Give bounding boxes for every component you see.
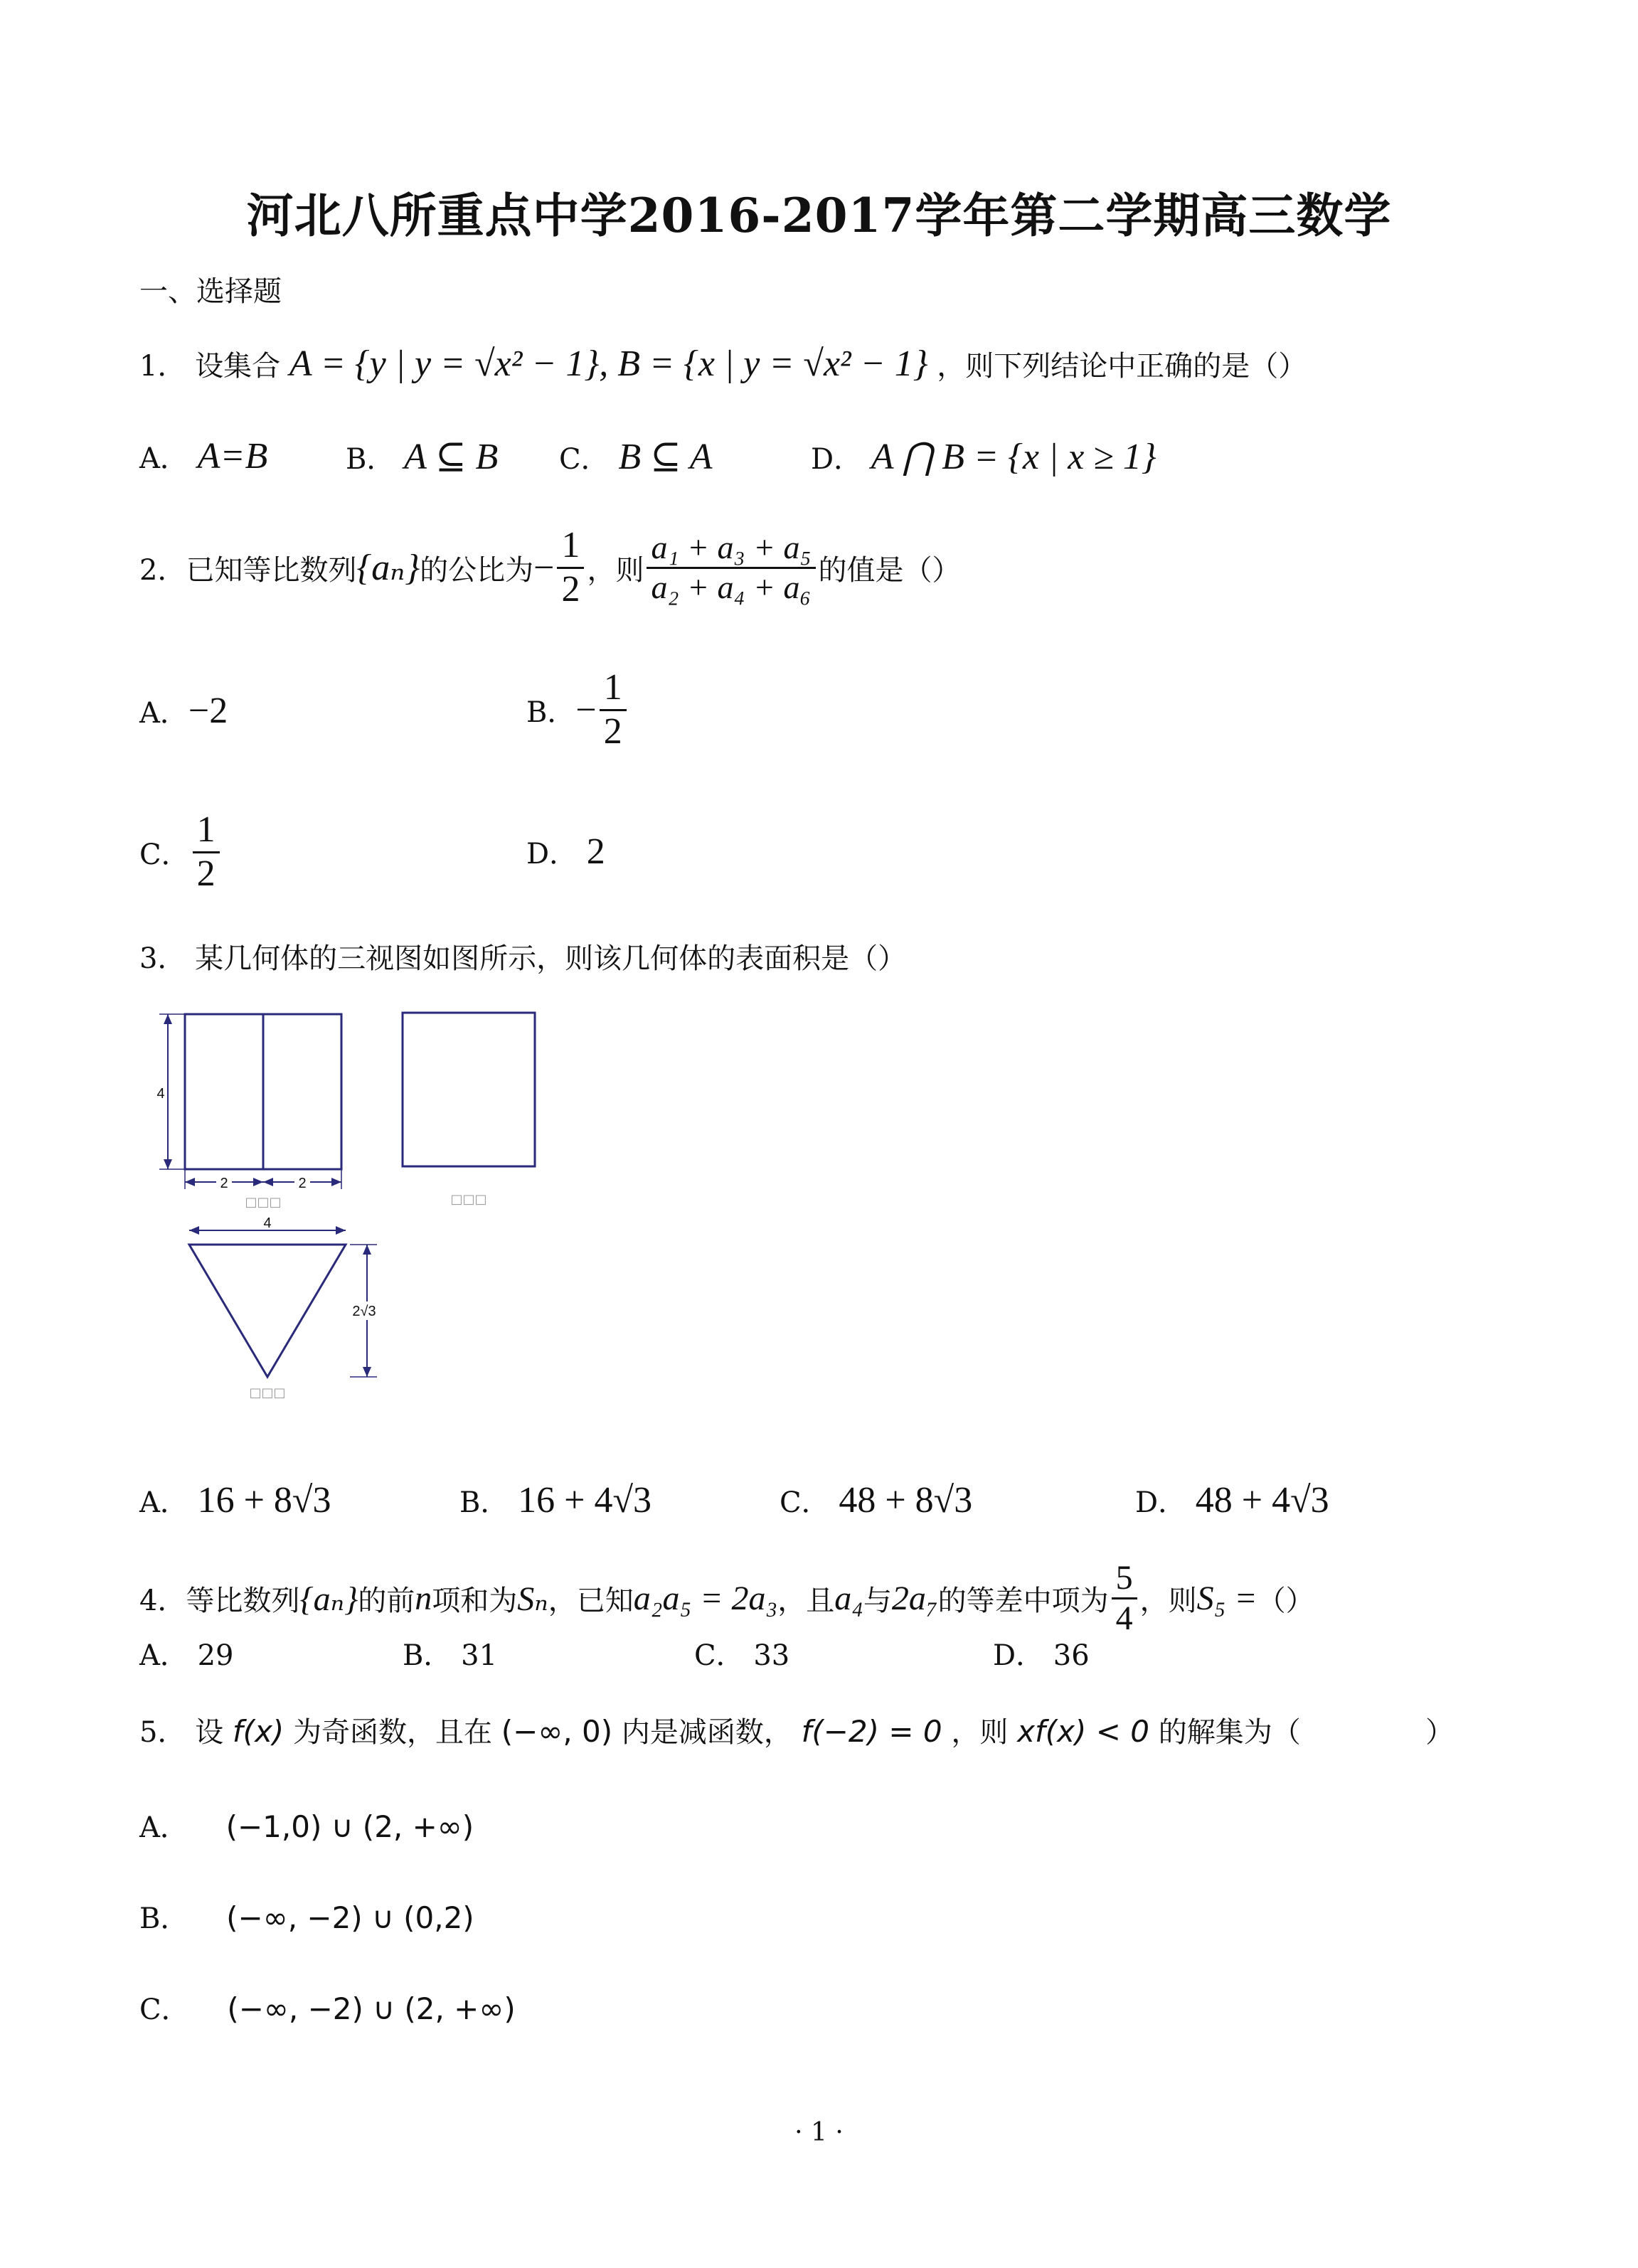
question-text: ，则下列结论中正确的是（） — [937, 350, 1307, 383]
option-text: 2 — [586, 831, 605, 872]
question-text: ，则 — [951, 1716, 1009, 1749]
q3-option-c — [780, 1479, 972, 1521]
question-5 — [139, 1710, 1454, 1750]
arrow-down-icon — [363, 1367, 371, 1377]
option-label: D． — [811, 443, 863, 476]
fraction-numerator: 1 — [193, 811, 220, 853]
option-label: B． — [459, 1486, 509, 1519]
math-interval: (−∞, 0) — [501, 1714, 613, 1749]
option-label: D． — [993, 1639, 1045, 1672]
question-text: ，则 — [587, 553, 644, 587]
question-text: 内是减函数， — [621, 1716, 792, 1749]
page-title: 河北八所重点中学2016-2017学年第二学期高三数学 — [246, 188, 1392, 243]
question-3 — [139, 936, 906, 976]
option-label: C． — [780, 1486, 830, 1519]
option-text: (−∞, −2) ∪ (2, +∞) — [227, 1991, 516, 2026]
expression-fraction — [647, 531, 815, 605]
q1-option-d — [811, 435, 1156, 478]
q1-option-c — [559, 435, 713, 478]
q1-option-b — [346, 435, 498, 478]
dim-width-label: 2 — [298, 1176, 307, 1191]
question-text: 等比数列 — [186, 1585, 300, 1618]
option-text: (−1,0) ∪ (2, +∞) — [225, 1809, 474, 1844]
arrow-down-icon — [164, 1159, 172, 1169]
question-text: ，且 — [777, 1585, 835, 1618]
question-text: 的等差中项为 — [937, 1585, 1109, 1618]
question-text: 的值是（） — [818, 553, 961, 587]
option-text: B ⊆ A — [618, 437, 713, 477]
option-label: D． — [526, 838, 578, 871]
question-text: 为奇函数，且在 — [293, 1716, 493, 1749]
question-number: 1． — [139, 350, 186, 383]
fraction-denominator: 4 — [1115, 1599, 1133, 1638]
math-fx: f(x) — [232, 1714, 284, 1749]
q3-option-a — [139, 1479, 331, 1521]
q2-option-d — [526, 831, 605, 873]
question-text: 与 — [863, 1585, 892, 1618]
question-number: 5． — [139, 1716, 186, 1749]
question-text: 的前 — [358, 1585, 415, 1618]
option-fraction — [600, 669, 627, 751]
q5-option-c — [139, 1987, 516, 2028]
math-a4: a₄ — [834, 1580, 863, 1618]
q4-option-c — [694, 1633, 789, 1673]
question-text: 某几何体的三视图如图所示，则该几何体的表面积是（） — [195, 942, 907, 975]
dim-top-height-label: 2√3 — [352, 1304, 376, 1319]
option-label: D． — [1135, 1486, 1187, 1519]
question-1 — [139, 343, 1307, 385]
question-4 — [139, 1560, 1314, 1637]
option-label: A． — [139, 1486, 188, 1519]
question-text: 项和为 — [432, 1585, 518, 1618]
math-expression: A = {y | y = √x² − 1}, B = {x | y = √x² − 1} — [289, 344, 928, 384]
option-label: B． — [403, 1639, 452, 1672]
question-text: （） — [1257, 1585, 1314, 1618]
fraction-denominator: 2 — [603, 710, 622, 752]
sequence-symbol: {aₙ} — [299, 1580, 358, 1618]
option-text: 33 — [753, 1639, 790, 1672]
option-text: A ⋂ B = {x | x ≥ 1} — [871, 437, 1156, 477]
option-text: 31 — [461, 1639, 498, 1672]
sequence-symbol: {aₙ} — [356, 548, 420, 589]
option-text: 16 + 4√3 — [518, 1480, 652, 1521]
math-ineq: xf(x) < 0 — [1017, 1714, 1149, 1749]
option-text: 48 + 8√3 — [839, 1480, 973, 1521]
option-label: A． — [139, 1811, 188, 1844]
top-view-triangle — [189, 1245, 346, 1377]
option-text: A=B — [197, 436, 268, 477]
math-s5: S₅ = — [1196, 1580, 1257, 1618]
option-text: 36 — [1053, 1639, 1090, 1672]
option-fraction — [193, 811, 220, 893]
q2-option-c — [139, 811, 223, 893]
arrow-left-icon — [185, 1178, 195, 1186]
dim-height-label: 4 — [156, 1086, 165, 1102]
q3-option-b — [459, 1479, 652, 1521]
fraction-denominator: 2 — [196, 853, 216, 894]
fraction-numerator: a₁ + a₃ + a₅ — [647, 531, 815, 568]
page-number: · 1 · — [794, 2118, 844, 2147]
option-label: B． — [346, 443, 395, 476]
question-number: 4． — [139, 1585, 186, 1618]
question-text: 设集合 — [195, 350, 281, 383]
arrow-left-icon — [263, 1178, 273, 1186]
q3-option-d — [1135, 1479, 1329, 1521]
three-view-diagram — [142, 996, 583, 1437]
dim-width-label: 2 — [220, 1176, 228, 1191]
math-a7: 2a₇ — [891, 1580, 938, 1618]
math-eq: a₂a₅ = 2a₃ — [633, 1580, 778, 1618]
q4-option-d — [993, 1633, 1090, 1673]
dim-top-width-label: 4 — [263, 1215, 272, 1231]
question-number: 2． — [139, 553, 186, 587]
math-n: n — [415, 1580, 432, 1618]
question-text: 已知等比数列 — [186, 553, 357, 587]
option-label: B． — [526, 696, 576, 729]
arrow-left-icon — [189, 1226, 199, 1235]
option-label: C． — [139, 838, 190, 871]
question-number: 3． — [139, 942, 186, 975]
view-caption: □□□ — [249, 1385, 286, 1400]
option-label: A． — [139, 1639, 188, 1672]
question-text: ，则 — [1139, 1585, 1197, 1618]
arrow-up-icon — [363, 1245, 371, 1255]
q2-option-a — [139, 690, 228, 732]
question-2 — [139, 526, 961, 609]
math-sn: Sₙ — [517, 1580, 548, 1618]
option-text: (−∞, −2) ∪ (0,2) — [226, 1900, 474, 1935]
question-text: 设 — [195, 1716, 224, 1749]
fraction-denominator: a₂ + a₄ + a₆ — [651, 568, 812, 605]
option-label: A． — [139, 697, 188, 730]
ratio-fraction — [557, 526, 584, 609]
view-caption: □□□ — [450, 1192, 487, 1207]
question-text: 的解集为（ — [1158, 1716, 1301, 1749]
option-label: C． — [559, 443, 610, 476]
option-text: A ⊆ B — [404, 437, 499, 477]
side-view — [403, 1013, 535, 1166]
q2-option-b — [526, 669, 629, 751]
fraction-numerator: 5 — [1112, 1560, 1137, 1599]
option-label: C． — [694, 1639, 745, 1672]
option-text: 29 — [197, 1639, 234, 1672]
option-text: 16 + 8√3 — [197, 1480, 331, 1521]
q4-option-a — [139, 1633, 234, 1673]
q4-option-b — [403, 1633, 497, 1673]
option-sign: − — [575, 689, 597, 730]
option-text: −2 — [188, 691, 228, 731]
arrow-right-icon — [253, 1178, 263, 1186]
option-label: C． — [139, 1993, 190, 2026]
question-text: ，已知 — [548, 1585, 634, 1618]
q5-option-b — [139, 1896, 474, 1937]
option-label: B． — [139, 1902, 189, 1935]
question-text: ） — [1425, 1716, 1454, 1749]
math-cond: f(−2) = 0 — [801, 1714, 942, 1749]
fraction-denominator: 2 — [561, 568, 580, 609]
fraction — [1112, 1560, 1137, 1637]
q1-option-a — [139, 435, 267, 477]
q5-option-a — [139, 1805, 474, 1846]
fraction-numerator: 1 — [600, 669, 627, 711]
question-text: 的公比为 — [420, 553, 534, 587]
section-heading: 一、选择题 — [139, 275, 282, 308]
fraction-numerator: 1 — [557, 526, 584, 569]
view-caption: □□□ — [245, 1195, 282, 1210]
arrow-right-icon — [336, 1226, 346, 1235]
arrow-up-icon — [164, 1014, 172, 1024]
arrow-right-icon — [331, 1178, 341, 1186]
option-text: 48 + 4√3 — [1195, 1480, 1329, 1521]
ratio-sign: − — [533, 547, 555, 588]
option-label: A． — [139, 442, 188, 475]
